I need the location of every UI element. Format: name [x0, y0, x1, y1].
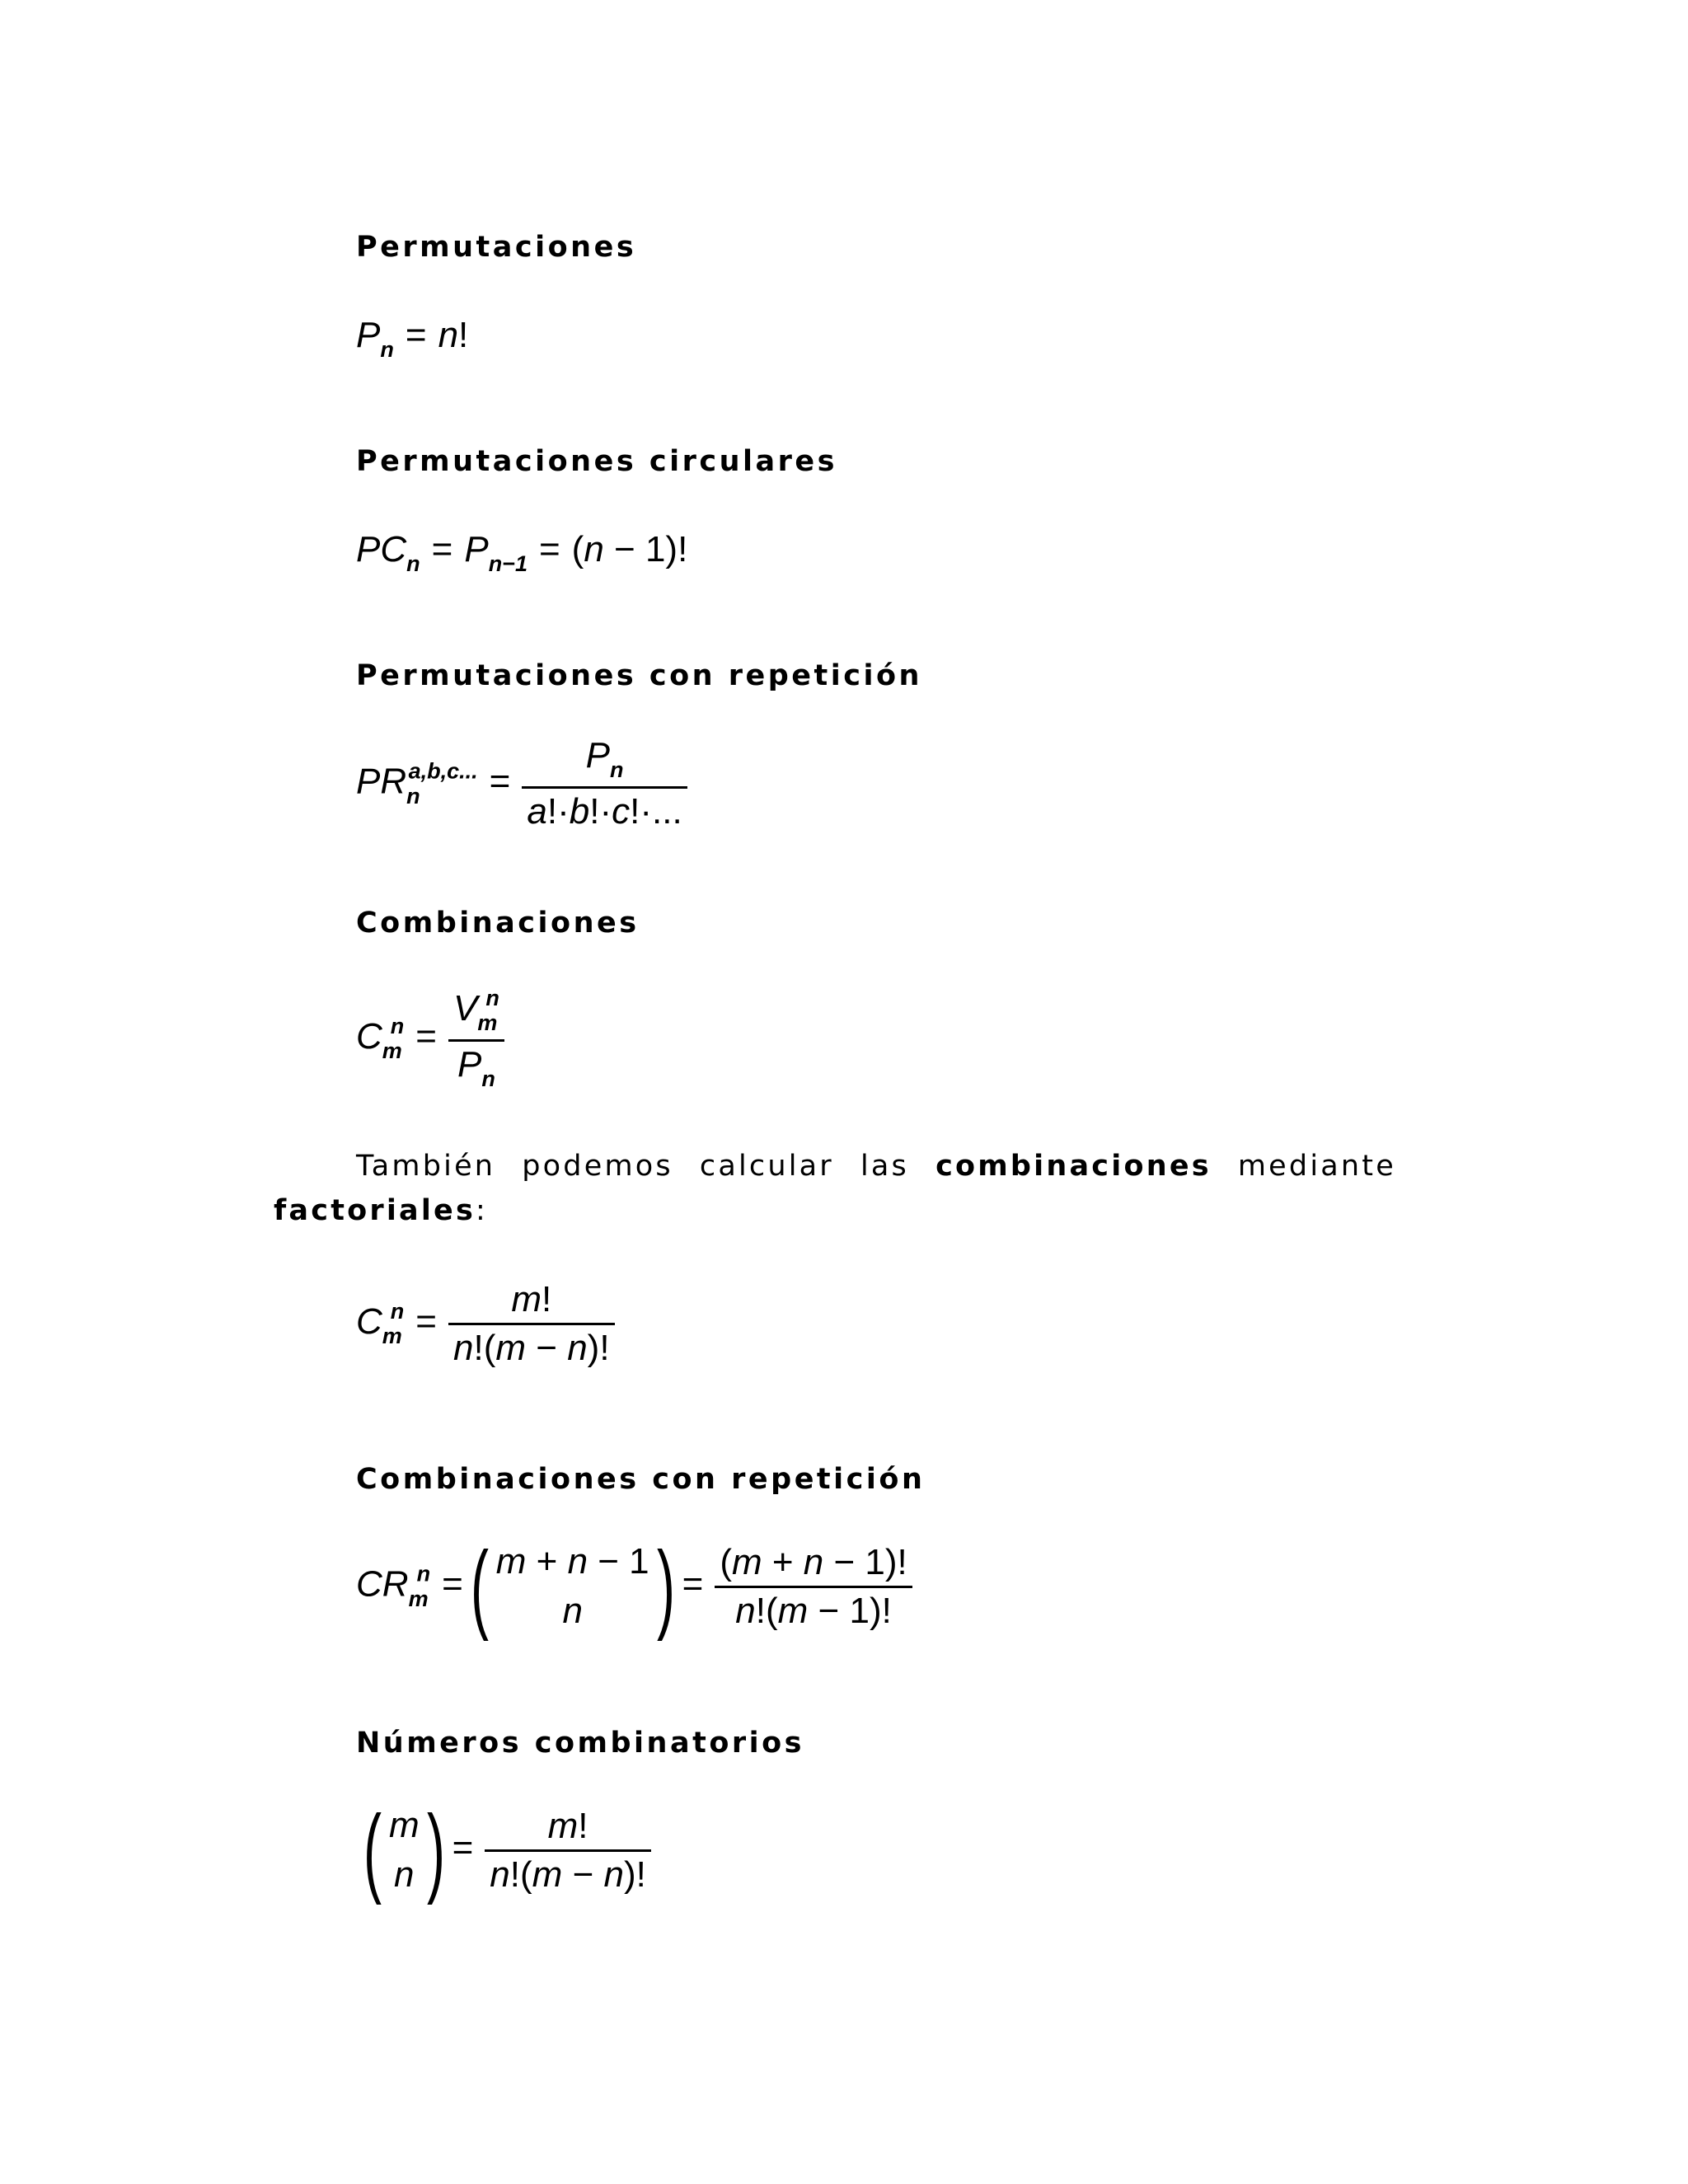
heading-combinaciones-repeticion: Combinaciones con repetición: [356, 1463, 926, 1496]
word-bold: combinaciones: [935, 1150, 1212, 1183]
fraction: $\frac{(m + n - 1)!}{n!(m - 1)!}$: [715, 1544, 912, 1629]
formula-permutaciones-repeticion: $PR_n^{a,b,c...}$ = $\frac{P_n}{a!\cdot b!\cdot c!\cdot...}$: [356, 738, 687, 830]
fraction: $\frac{V_m^n}{P_n}$: [448, 987, 504, 1090]
formula-combinaciones: $C_m^n$ = $\frac{V_m^n}{P_n}$: [356, 987, 504, 1090]
fraction: $\frac{m!}{n!(m - n)!}$: [485, 1808, 651, 1893]
formula-permutaciones-circulares: $PC_n = P_{n-1} = (n - 1)$!: [356, 529, 688, 576]
formula-combinaciones-repeticion: $CR_m^n$ = ( m + n − 1 n ) = $\frac{(m + n - 1)!}{n!(m - 1)!}$: [356, 1537, 912, 1636]
word: mediante: [1237, 1150, 1396, 1183]
binomial: ( m n ): [363, 1795, 445, 1905]
word: También: [356, 1150, 496, 1183]
word: las: [860, 1150, 909, 1183]
formula-numeros-combinatorios: ( m n ) = $\frac{m!}{n!(m - n)!}$: [356, 1801, 651, 1900]
heading-combinaciones: Combinaciones: [356, 907, 640, 940]
heading-numeros-combinatorios: Números combinatorios: [356, 1727, 805, 1760]
heading-permutaciones-circulares: Permutaciones circulares: [356, 445, 837, 478]
formula-combinaciones-factoriales: $C_m^n$ = $\frac{m!}{n!(m - n)!}$: [356, 1282, 615, 1366]
word-bold: factoriales: [274, 1194, 476, 1227]
fraction: $\frac{P_n}{a!\cdot b!\cdot c!\cdot...}$: [522, 738, 687, 830]
heading-permutaciones-repeticion: Permutaciones con repetición: [356, 659, 922, 692]
punctuation: :: [476, 1194, 489, 1227]
paragraph-factoriales: [274, 1150, 1396, 1227]
word: podemos: [522, 1150, 673, 1183]
binomial: ( m + n − 1 n ): [470, 1531, 675, 1642]
word: calcular: [699, 1150, 834, 1183]
heading-permutaciones: Permutaciones: [356, 231, 637, 264]
formula-permutaciones: $P_n = n$!: [356, 315, 469, 362]
fraction: $\frac{m!}{n!(m - n)!}$: [448, 1282, 615, 1366]
